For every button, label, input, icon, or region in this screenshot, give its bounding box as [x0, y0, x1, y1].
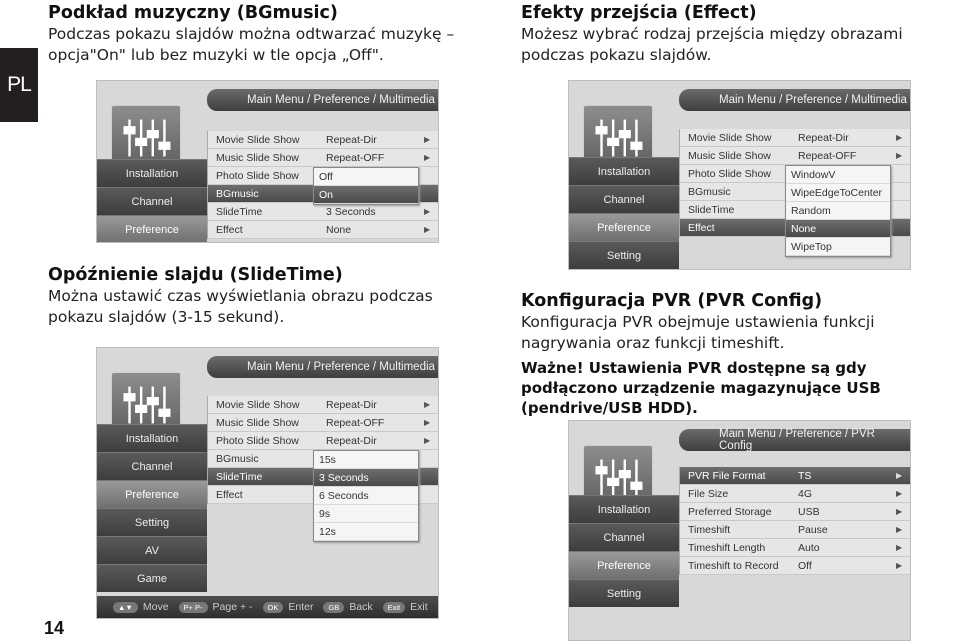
arrow-right-icon: ▶: [896, 133, 903, 142]
section-effect: [521, 2, 951, 66]
dropdown-option[interactable]: 12s: [314, 523, 418, 541]
important-note: Ważne! Ustawienia PVR dostępne są gdy podłączono urządzenie magazynujące USB (pendrive/USB HDD).: [521, 359, 881, 417]
menu-row-effect[interactable]: Effect: [680, 219, 910, 237]
sidebar-item-setting[interactable]: Setting: [97, 508, 207, 536]
menu-row-bgmusic[interactable]: BGmusic: [208, 185, 438, 203]
sidebar-item-channel[interactable]: Channel: [569, 185, 679, 213]
dropdown-effect: [785, 165, 891, 257]
dropdown-option[interactable]: WipeEdgeToCenter: [786, 184, 890, 202]
sidebar-item-preference[interactable]: Preference: [569, 213, 679, 241]
section-bgmusic: [48, 2, 488, 66]
hint-back: Back: [349, 601, 373, 613]
dropdown-bgmusic: [313, 167, 419, 205]
back-key-icon: GB: [323, 602, 344, 613]
language-tab: PL: [0, 48, 38, 122]
arrow-right-icon: ▶: [424, 135, 431, 144]
menu-row-movie-slide-show[interactable]: Movie Slide Show Repeat-Dir ▶: [208, 131, 438, 149]
dropdown-option[interactable]: WindowV: [786, 166, 890, 184]
arrow-right-icon: ▶: [896, 151, 903, 160]
arrow-right-icon: ▶: [896, 525, 903, 534]
arrow-right-icon: ▶: [424, 400, 431, 409]
exit-key-icon: Exit: [383, 602, 406, 613]
sidebar: [569, 495, 679, 607]
hint-page: Page + -: [212, 601, 253, 613]
dropdown-option[interactable]: Random: [786, 202, 890, 220]
menu-row-bgmusic[interactable]: BGmusic: [680, 183, 910, 201]
remote-key-hints: [97, 596, 438, 618]
section-heading: Podkład muzyczny (BGmusic): [48, 3, 338, 23]
sidebar-item-preference[interactable]: Preference: [97, 480, 207, 508]
arrow-right-icon: ▶: [424, 207, 431, 216]
dropdown-option[interactable]: On: [314, 186, 418, 204]
dropdown-option[interactable]: None: [786, 220, 890, 238]
sidebar-item-av[interactable]: AV: [97, 536, 207, 564]
section-body: Można ustawić czas wyświetlania obrazu podczas pokazu slajdów (3-15 sekund).: [48, 287, 433, 326]
sidebar-item-installation[interactable]: Installation: [97, 424, 207, 452]
section-body: Możesz wybrać rodzaj przejścia między obrazami podczas pokazu slajdów.: [521, 25, 903, 64]
arrow-right-icon: ▶: [896, 507, 903, 516]
menu-row-photo-slide-show[interactable]: Photo Slide Show: [680, 165, 910, 183]
menu-row-timeshift-length[interactable]: Timeshift Length Auto ▶: [680, 539, 910, 557]
menu-title-bar: Main Menu / Preference / Multimedia: [207, 89, 438, 111]
screenshot-effect: [568, 80, 911, 270]
arrow-right-icon: ▶: [896, 543, 903, 552]
menu-row-effect[interactable]: Effect: [208, 486, 438, 504]
menu-row-photo-slide-show[interactable]: Photo Slide Show Repeat-Dir ▶: [208, 432, 438, 450]
menu-row-slidetime[interactable]: SlideTime 3 Seconds ▶: [208, 203, 438, 221]
sidebar-item-channel[interactable]: Channel: [569, 523, 679, 551]
menu-row-music-slide-show[interactable]: Music Slide Show Repeat-OFF ▶: [680, 147, 910, 165]
section-slidetime: [48, 264, 478, 328]
arrow-right-icon: ▶: [424, 436, 431, 445]
section-body: Podczas pokazu slajdów można odtwarzać muzykę – opcja"On" lub bez muzyki w tle opcja „Off".: [48, 25, 455, 64]
sidebar: [97, 159, 207, 243]
menu-row-movie-slide-show[interactable]: Movie Slide Show Repeat-Dir ▶: [680, 129, 910, 147]
menu-row-pvr-file-format[interactable]: PVR File Format TS ▶: [680, 467, 910, 485]
arrow-right-icon: ▶: [896, 561, 903, 570]
menu-row-bgmusic[interactable]: BGmusic: [208, 450, 438, 468]
screenshot-bgmusic: [96, 80, 439, 243]
sidebar-item-preference[interactable]: Preference: [569, 551, 679, 579]
arrow-right-icon: ▶: [896, 471, 903, 480]
menu-row-photo-slide-show[interactable]: Photo Slide Show: [208, 167, 438, 185]
dropdown-option[interactable]: Off: [314, 168, 418, 186]
sidebar-item-setting[interactable]: Setting: [569, 241, 679, 269]
menu-row-effect[interactable]: Effect None ▶: [208, 221, 438, 239]
menu-row-music-slide-show[interactable]: Music Slide Show Repeat-OFF ▶: [208, 149, 438, 167]
arrow-right-icon: ▶: [424, 153, 431, 162]
page-number: 14: [44, 618, 65, 638]
dropdown-slidetime: [313, 450, 419, 542]
sidebar-item-game[interactable]: Game: [97, 564, 207, 592]
sidebar-item-installation[interactable]: Installation: [97, 159, 207, 187]
page-key-icon: P+ P-: [179, 602, 208, 613]
section-body: Konfiguracja PVR obejmuje ustawienia funkcji nagrywania oraz funkcji timeshift.: [521, 313, 875, 352]
dropdown-option[interactable]: 9s: [314, 505, 418, 523]
section-heading: Opóźnienie slajdu (SlideTime): [48, 265, 343, 285]
dropdown-option[interactable]: WipeTop: [786, 238, 890, 256]
sidebar-item-channel[interactable]: Channel: [97, 452, 207, 480]
menu-row-timeshift-to-record[interactable]: Timeshift to Record Off ▶: [680, 557, 910, 575]
menu-row-preferred-storage[interactable]: Preferred Storage USB ▶: [680, 503, 910, 521]
arrow-right-icon: ▶: [424, 225, 431, 234]
arrow-right-icon: ▶: [424, 418, 431, 427]
menu-row-slidetime[interactable]: SlideTime: [208, 468, 438, 486]
dropdown-option[interactable]: 3 Seconds: [314, 469, 418, 487]
ok-key-icon: OK: [263, 602, 284, 613]
hint-exit: Exit: [410, 601, 428, 613]
menu-row-slidetime[interactable]: SlideTime: [680, 201, 910, 219]
dropdown-option[interactable]: 15s: [314, 451, 418, 469]
section-pvr: [521, 290, 957, 418]
sidebar-item-channel[interactable]: Channel: [97, 187, 207, 215]
menu-title-bar: Main Menu / Preference / Multimedia: [679, 89, 910, 111]
sidebar-item-setting[interactable]: Setting: [569, 579, 679, 607]
sidebar-item-preference[interactable]: Preference: [97, 215, 207, 243]
dropdown-option[interactable]: 6 Seconds: [314, 487, 418, 505]
menu-title-bar: Main Menu / Preference / Multimedia: [207, 356, 438, 378]
hint-enter: Enter: [288, 601, 314, 613]
sidebar-item-installation[interactable]: Installation: [569, 495, 679, 523]
sidebar: [569, 157, 679, 269]
arrow-right-icon: ▶: [896, 489, 903, 498]
move-key-icon: ▲▼: [113, 602, 138, 613]
menu-row-music-slide-show[interactable]: Music Slide Show Repeat-OFF ▶: [208, 414, 438, 432]
section-heading: Efekty przejścia (Effect): [521, 3, 757, 23]
section-heading: Konfiguracja PVR (PVR Config): [521, 291, 823, 311]
screenshot-pvr-config: [568, 420, 911, 641]
sidebar: [97, 424, 207, 592]
menu-row-timeshift[interactable]: Timeshift Pause ▶: [680, 521, 910, 539]
settings-menu: [679, 467, 910, 575]
sidebar-item-installation[interactable]: Installation: [569, 157, 679, 185]
menu-row-movie-slide-show[interactable]: Movie Slide Show Repeat-Dir ▶: [208, 396, 438, 414]
menu-title-bar: Main Menu / Preference / PVR Config: [679, 429, 910, 451]
hint-move: Move: [142, 601, 169, 613]
screenshot-slidetime: [96, 347, 439, 619]
menu-row-file-size[interactable]: File Size 4G ▶: [680, 485, 910, 503]
